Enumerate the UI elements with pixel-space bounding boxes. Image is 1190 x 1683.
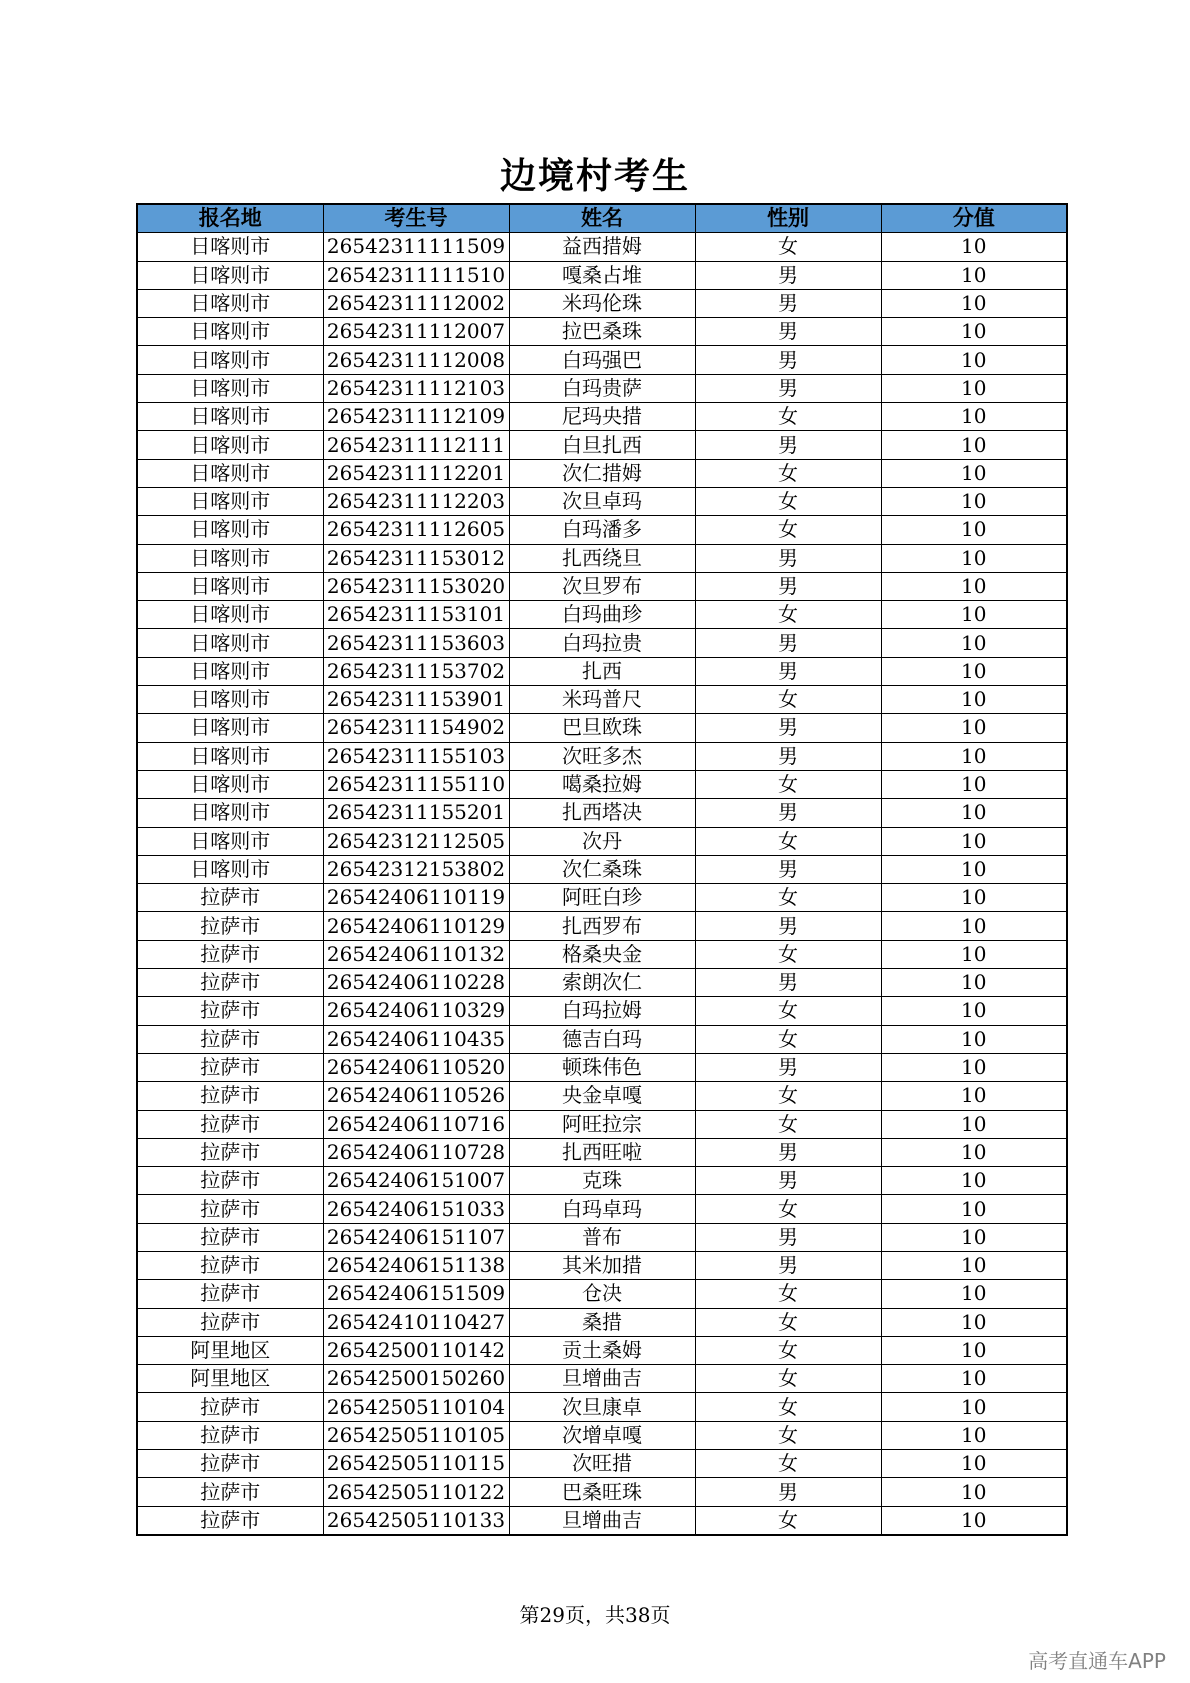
cell-score: 10 [881, 1365, 1067, 1393]
cell-gender: 女 [695, 1025, 881, 1053]
cell-name: 桑措 [509, 1308, 695, 1336]
cell-score: 10 [881, 799, 1067, 827]
header-candidate-number: 考生号 [323, 204, 509, 233]
table-row [137, 487, 1067, 515]
cell-score: 10 [881, 544, 1067, 572]
cell-name: 益西措姆 [509, 233, 695, 261]
cell-candidate-number: 26542406151007 [323, 1167, 509, 1195]
table-row [137, 403, 1067, 431]
table-row [137, 318, 1067, 346]
table-row [137, 799, 1067, 827]
cell-name: 扎西 [509, 657, 695, 685]
cell-candidate-number: 26542500150260 [323, 1365, 509, 1393]
cell-score: 10 [881, 940, 1067, 968]
cell-candidate-number: 26542311155110 [323, 770, 509, 798]
cell-name: 贡土桑姆 [509, 1336, 695, 1364]
table-row [137, 1450, 1067, 1478]
cell-candidate-number: 26542311112605 [323, 516, 509, 544]
cell-candidate-number: 26542311112201 [323, 459, 509, 487]
cell-registration-place: 拉萨市 [137, 1025, 323, 1053]
cell-registration-place: 日喀则市 [137, 601, 323, 629]
cell-name: 白玛强巴 [509, 346, 695, 374]
cell-name: 阿旺拉宗 [509, 1110, 695, 1138]
cell-candidate-number: 26542311112002 [323, 289, 509, 317]
table-row [137, 1053, 1067, 1081]
cell-registration-place: 拉萨市 [137, 1138, 323, 1166]
cell-name: 白玛曲珍 [509, 601, 695, 629]
cell-candidate-number: 26542505110133 [323, 1506, 509, 1535]
candidate-table [136, 203, 1068, 1536]
header-score: 分值 [881, 204, 1067, 233]
cell-name: 扎西旺啦 [509, 1138, 695, 1166]
cell-score: 10 [881, 233, 1067, 261]
cell-name: 巴桑旺珠 [509, 1478, 695, 1506]
cell-score: 10 [881, 629, 1067, 657]
cell-score: 10 [881, 1223, 1067, 1251]
cell-score: 10 [881, 997, 1067, 1025]
header-registration-place: 报名地 [137, 204, 323, 233]
table-row [137, 969, 1067, 997]
cell-candidate-number: 26542311112111 [323, 431, 509, 459]
table-row [137, 997, 1067, 1025]
cell-gender: 女 [695, 997, 881, 1025]
table-row [137, 1138, 1067, 1166]
cell-gender: 女 [695, 1308, 881, 1336]
cell-gender: 女 [695, 233, 881, 261]
cell-name: 其米加措 [509, 1251, 695, 1279]
cell-registration-place: 日喀则市 [137, 827, 323, 855]
cell-registration-place: 拉萨市 [137, 912, 323, 940]
cell-registration-place: 拉萨市 [137, 1110, 323, 1138]
cell-registration-place: 日喀则市 [137, 544, 323, 572]
cell-registration-place: 日喀则市 [137, 487, 323, 515]
cell-gender: 女 [695, 516, 881, 544]
cell-score: 10 [881, 374, 1067, 402]
table-row [137, 459, 1067, 487]
page-title: 边境村考生 [499, 156, 690, 197]
cell-gender: 男 [695, 1478, 881, 1506]
cell-gender: 女 [695, 1082, 881, 1110]
cell-candidate-number: 26542311112203 [323, 487, 509, 515]
table-row [137, 374, 1067, 402]
cell-gender: 女 [695, 1365, 881, 1393]
cell-registration-place: 日喀则市 [137, 714, 323, 742]
cell-score: 10 [881, 1167, 1067, 1195]
cell-registration-place: 日喀则市 [137, 742, 323, 770]
cell-candidate-number: 26542406110435 [323, 1025, 509, 1053]
cell-candidate-number: 26542311155103 [323, 742, 509, 770]
cell-gender: 女 [695, 1393, 881, 1421]
cell-candidate-number: 26542406110119 [323, 884, 509, 912]
cell-candidate-number: 26542505110115 [323, 1450, 509, 1478]
cell-candidate-number: 26542311153020 [323, 572, 509, 600]
cell-gender: 女 [695, 827, 881, 855]
table-row [137, 714, 1067, 742]
cell-candidate-number: 26542406151509 [323, 1280, 509, 1308]
cell-name: 央金卓嘎 [509, 1082, 695, 1110]
cell-gender: 男 [695, 1138, 881, 1166]
cell-score: 10 [881, 1053, 1067, 1081]
cell-registration-place: 拉萨市 [137, 1195, 323, 1223]
table-row [137, 289, 1067, 317]
cell-registration-place: 拉萨市 [137, 1421, 323, 1449]
table-row [137, 1025, 1067, 1053]
cell-candidate-number: 26542505110105 [323, 1421, 509, 1449]
cell-candidate-number: 26542406110132 [323, 940, 509, 968]
cell-name: 次旦康卓 [509, 1393, 695, 1421]
table-row [137, 827, 1067, 855]
cell-name: 巴旦欧珠 [509, 714, 695, 742]
cell-score: 10 [881, 714, 1067, 742]
cell-name: 白玛拉姆 [509, 997, 695, 1025]
cell-candidate-number: 26542311112109 [323, 403, 509, 431]
cell-registration-place: 日喀则市 [137, 289, 323, 317]
cell-candidate-number: 26542312153802 [323, 855, 509, 883]
cell-registration-place: 拉萨市 [137, 1167, 323, 1195]
cell-candidate-number: 26542311153012 [323, 544, 509, 572]
cell-registration-place: 日喀则市 [137, 799, 323, 827]
cell-registration-place: 拉萨市 [137, 1308, 323, 1336]
table-row [137, 940, 1067, 968]
cell-name: 仓决 [509, 1280, 695, 1308]
cell-score: 10 [881, 1138, 1067, 1166]
cell-gender: 女 [695, 1195, 881, 1223]
table-row [137, 1393, 1067, 1421]
cell-score: 10 [881, 827, 1067, 855]
cell-registration-place: 日喀则市 [137, 459, 323, 487]
cell-registration-place: 阿里地区 [137, 1365, 323, 1393]
cell-gender: 女 [695, 940, 881, 968]
cell-score: 10 [881, 261, 1067, 289]
cell-candidate-number: 26542311155201 [323, 799, 509, 827]
table-row [137, 884, 1067, 912]
table-row [137, 601, 1067, 629]
cell-score: 10 [881, 487, 1067, 515]
table-header-row [137, 204, 1067, 233]
cell-score: 10 [881, 289, 1067, 317]
cell-gender: 男 [695, 714, 881, 742]
watermark-text: 高考直通车APP [1028, 1649, 1166, 1673]
cell-gender: 男 [695, 657, 881, 685]
cell-name: 白玛贵萨 [509, 374, 695, 402]
cell-gender: 男 [695, 1167, 881, 1195]
cell-registration-place: 拉萨市 [137, 940, 323, 968]
table-row [137, 1365, 1067, 1393]
cell-registration-place: 日喀则市 [137, 346, 323, 374]
table-row [137, 261, 1067, 289]
cell-candidate-number: 26542406110520 [323, 1053, 509, 1081]
cell-registration-place: 日喀则市 [137, 657, 323, 685]
cell-registration-place: 日喀则市 [137, 233, 323, 261]
table-row [137, 431, 1067, 459]
cell-score: 10 [881, 1195, 1067, 1223]
cell-candidate-number: 26542312112505 [323, 827, 509, 855]
cell-score: 10 [881, 1251, 1067, 1279]
cell-score: 10 [881, 318, 1067, 346]
cell-registration-place: 日喀则市 [137, 261, 323, 289]
cell-score: 10 [881, 1110, 1067, 1138]
table-row [137, 1167, 1067, 1195]
cell-score: 10 [881, 403, 1067, 431]
cell-score: 10 [881, 572, 1067, 600]
table-row [137, 742, 1067, 770]
cell-name: 白玛拉贵 [509, 629, 695, 657]
cell-registration-place: 日喀则市 [137, 374, 323, 402]
cell-name: 扎西罗布 [509, 912, 695, 940]
cell-name: 米玛普尺 [509, 686, 695, 714]
cell-score: 10 [881, 1393, 1067, 1421]
cell-name: 噶桑拉姆 [509, 770, 695, 798]
cell-gender: 男 [695, 318, 881, 346]
cell-name: 次仁措姆 [509, 459, 695, 487]
table-row [137, 1195, 1067, 1223]
cell-candidate-number: 26542505110104 [323, 1393, 509, 1421]
cell-registration-place: 拉萨市 [137, 1251, 323, 1279]
cell-gender: 女 [695, 770, 881, 798]
cell-name: 扎西绕旦 [509, 544, 695, 572]
cell-name: 次旦罗布 [509, 572, 695, 600]
table-row [137, 544, 1067, 572]
cell-gender: 男 [695, 346, 881, 374]
cell-score: 10 [881, 1082, 1067, 1110]
cell-score: 10 [881, 1450, 1067, 1478]
table-row [137, 1336, 1067, 1364]
cell-gender: 男 [695, 374, 881, 402]
cell-registration-place: 拉萨市 [137, 1393, 323, 1421]
cell-gender: 男 [695, 912, 881, 940]
cell-gender: 男 [695, 969, 881, 997]
cell-candidate-number: 26542406110526 [323, 1082, 509, 1110]
cell-score: 10 [881, 912, 1067, 940]
cell-score: 10 [881, 770, 1067, 798]
table-row [137, 1280, 1067, 1308]
cell-candidate-number: 26542500110142 [323, 1336, 509, 1364]
cell-name: 次旦卓玛 [509, 487, 695, 515]
cell-registration-place: 日喀则市 [137, 686, 323, 714]
cell-score: 10 [881, 1308, 1067, 1336]
table-row [137, 770, 1067, 798]
cell-candidate-number: 26542406151107 [323, 1223, 509, 1251]
cell-gender: 男 [695, 289, 881, 317]
cell-score: 10 [881, 516, 1067, 544]
cell-registration-place: 拉萨市 [137, 1082, 323, 1110]
table-row [137, 1421, 1067, 1449]
cell-name: 白旦扎西 [509, 431, 695, 459]
cell-registration-place: 日喀则市 [137, 770, 323, 798]
cell-score: 10 [881, 884, 1067, 912]
cell-gender: 女 [695, 1421, 881, 1449]
cell-name: 次旺措 [509, 1450, 695, 1478]
cell-candidate-number: 26542406151033 [323, 1195, 509, 1223]
cell-registration-place: 拉萨市 [137, 1450, 323, 1478]
cell-candidate-number: 26542311153702 [323, 657, 509, 685]
cell-candidate-number: 26542505110122 [323, 1478, 509, 1506]
cell-name: 阿旺白珍 [509, 884, 695, 912]
table-row [137, 572, 1067, 600]
cell-name: 普布 [509, 1223, 695, 1251]
page-number: 第29页，共38页 [519, 1603, 671, 1627]
cell-gender: 女 [695, 1280, 881, 1308]
cell-candidate-number: 26542406110716 [323, 1110, 509, 1138]
cell-name: 德吉白玛 [509, 1025, 695, 1053]
cell-candidate-number: 26542406110129 [323, 912, 509, 940]
cell-registration-place: 拉萨市 [137, 1053, 323, 1081]
cell-name: 旦增曲吉 [509, 1365, 695, 1393]
cell-name: 格桑央金 [509, 940, 695, 968]
cell-score: 10 [881, 459, 1067, 487]
cell-name: 索朗次仁 [509, 969, 695, 997]
cell-candidate-number: 26542410110427 [323, 1308, 509, 1336]
table-row [137, 855, 1067, 883]
cell-gender: 女 [695, 686, 881, 714]
cell-candidate-number: 26542311111509 [323, 233, 509, 261]
cell-score: 10 [881, 855, 1067, 883]
table-row [137, 629, 1067, 657]
cell-candidate-number: 26542406151138 [323, 1251, 509, 1279]
cell-score: 10 [881, 1280, 1067, 1308]
cell-candidate-number: 26542311112007 [323, 318, 509, 346]
cell-gender: 男 [695, 544, 881, 572]
table-row [137, 233, 1067, 261]
cell-gender: 男 [695, 1053, 881, 1081]
table-row [137, 912, 1067, 940]
cell-registration-place: 拉萨市 [137, 1506, 323, 1535]
cell-name: 扎西塔决 [509, 799, 695, 827]
table-row [137, 1251, 1067, 1279]
cell-candidate-number: 26542311153603 [323, 629, 509, 657]
cell-gender: 男 [695, 572, 881, 600]
cell-gender: 男 [695, 431, 881, 459]
table-row [137, 346, 1067, 374]
cell-registration-place: 日喀则市 [137, 431, 323, 459]
table-row [137, 1110, 1067, 1138]
table-body [137, 233, 1067, 1535]
table-row [137, 1082, 1067, 1110]
cell-name: 次增卓嘎 [509, 1421, 695, 1449]
cell-gender: 女 [695, 884, 881, 912]
cell-gender: 女 [695, 459, 881, 487]
cell-candidate-number: 26542311112008 [323, 346, 509, 374]
cell-registration-place: 日喀则市 [137, 629, 323, 657]
cell-registration-place: 拉萨市 [137, 1223, 323, 1251]
cell-score: 10 [881, 431, 1067, 459]
cell-registration-place: 日喀则市 [137, 516, 323, 544]
cell-score: 10 [881, 686, 1067, 714]
cell-registration-place: 拉萨市 [137, 1478, 323, 1506]
cell-candidate-number: 26542311153901 [323, 686, 509, 714]
table-row [137, 1478, 1067, 1506]
cell-name: 顿珠伟色 [509, 1053, 695, 1081]
cell-registration-place: 拉萨市 [137, 997, 323, 1025]
table-row [137, 1308, 1067, 1336]
cell-candidate-number: 26542311154902 [323, 714, 509, 742]
cell-gender: 男 [695, 855, 881, 883]
cell-name: 尼玛央措 [509, 403, 695, 431]
table-row [137, 516, 1067, 544]
cell-score: 10 [881, 346, 1067, 374]
cell-registration-place: 日喀则市 [137, 572, 323, 600]
cell-score: 10 [881, 1336, 1067, 1364]
cell-name: 克珠 [509, 1167, 695, 1195]
cell-name: 白玛卓玛 [509, 1195, 695, 1223]
cell-registration-place: 拉萨市 [137, 884, 323, 912]
cell-name: 次仁桑珠 [509, 855, 695, 883]
cell-registration-place: 日喀则市 [137, 403, 323, 431]
cell-registration-place: 拉萨市 [137, 969, 323, 997]
table-row [137, 1223, 1067, 1251]
cell-gender: 女 [695, 403, 881, 431]
cell-score: 10 [881, 742, 1067, 770]
cell-gender: 男 [695, 1251, 881, 1279]
cell-candidate-number: 26542311112103 [323, 374, 509, 402]
cell-candidate-number: 26542406110228 [323, 969, 509, 997]
header-name: 姓名 [509, 204, 695, 233]
cell-score: 10 [881, 601, 1067, 629]
cell-gender: 男 [695, 629, 881, 657]
cell-registration-place: 阿里地区 [137, 1336, 323, 1364]
cell-name: 次丹 [509, 827, 695, 855]
cell-name: 次旺多杰 [509, 742, 695, 770]
header-gender: 性别 [695, 204, 881, 233]
cell-score: 10 [881, 1506, 1067, 1535]
cell-score: 10 [881, 1478, 1067, 1506]
cell-gender: 男 [695, 1223, 881, 1251]
cell-name: 嘎桑占堆 [509, 261, 695, 289]
cell-registration-place: 拉萨市 [137, 1280, 323, 1308]
cell-gender: 女 [695, 1506, 881, 1535]
cell-name: 白玛潘多 [509, 516, 695, 544]
cell-candidate-number: 26542406110728 [323, 1138, 509, 1166]
cell-gender: 女 [695, 601, 881, 629]
cell-gender: 女 [695, 1110, 881, 1138]
cell-gender: 女 [695, 1336, 881, 1364]
cell-candidate-number: 26542311111510 [323, 261, 509, 289]
cell-gender: 男 [695, 261, 881, 289]
cell-registration-place: 日喀则市 [137, 318, 323, 346]
cell-name: 旦增曲吉 [509, 1506, 695, 1535]
cell-score: 10 [881, 1421, 1067, 1449]
cell-candidate-number: 26542406110329 [323, 997, 509, 1025]
cell-name: 拉巴桑珠 [509, 318, 695, 346]
cell-score: 10 [881, 969, 1067, 997]
table-row [137, 657, 1067, 685]
cell-registration-place: 日喀则市 [137, 855, 323, 883]
table-row [137, 1506, 1067, 1535]
cell-score: 10 [881, 1025, 1067, 1053]
cell-gender: 女 [695, 487, 881, 515]
cell-gender: 女 [695, 1450, 881, 1478]
cell-candidate-number: 26542311153101 [323, 601, 509, 629]
cell-name: 米玛伦珠 [509, 289, 695, 317]
cell-score: 10 [881, 657, 1067, 685]
table-row [137, 686, 1067, 714]
cell-gender: 男 [695, 742, 881, 770]
cell-gender: 男 [695, 799, 881, 827]
